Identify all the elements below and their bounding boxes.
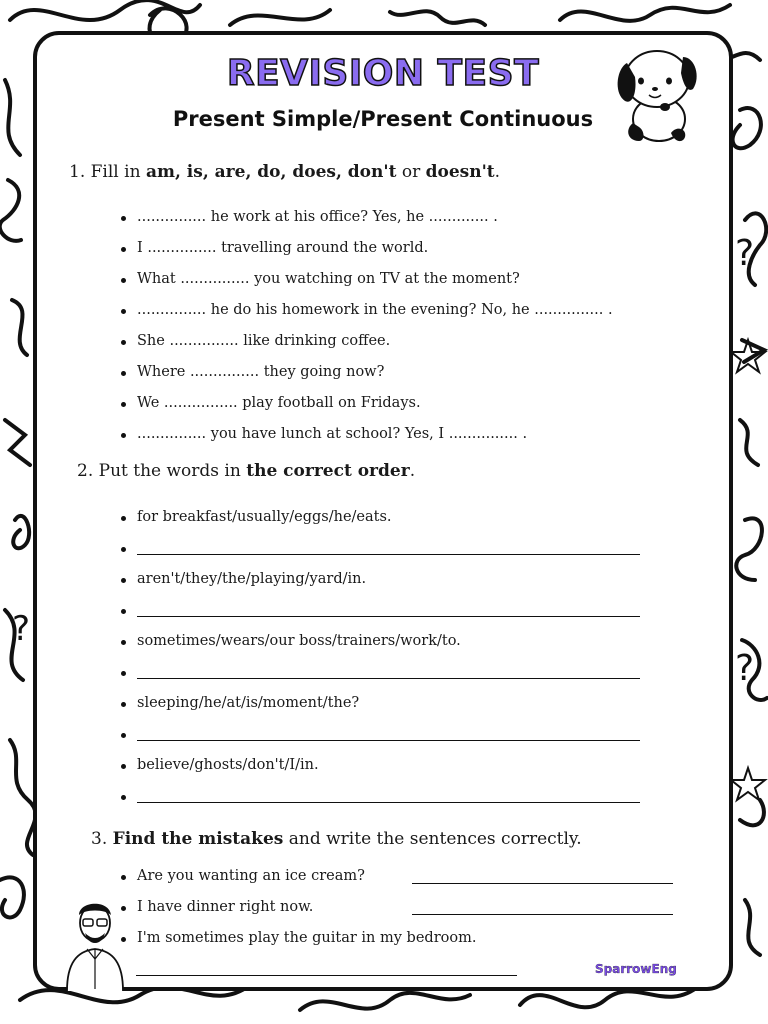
list-item: I have dinner right now. [137,892,476,923]
puppy-illustration-icon [611,41,705,145]
answer-line[interactable] [136,975,517,976]
list-item: Where ............... they going now? [137,357,613,388]
answer-line[interactable] [412,883,673,884]
list-item: believe/ghosts/don't/I/in. [137,750,461,781]
section-2-heading: 2. Put the words in the correct order. [77,461,416,481]
brand-logo: SparrowEng [595,962,677,976]
answer-line[interactable] [137,781,461,812]
svg-text:?: ? [735,233,755,274]
list-item: ............... you have lunch at school? Yes, I ............... . [137,419,613,450]
list-item: I'm sometimes play the guitar in my bedroom. [137,923,476,954]
list-item: What ............... you watching on TV at the moment? [137,264,613,295]
answer-line[interactable] [137,657,461,688]
worksheet-card [33,31,733,991]
list-item: sometimes/wears/our boss/trainers/work/to. [137,626,461,657]
page-subtitle: Present Simple/Present Continuous [172,107,594,131]
answer-line[interactable] [137,595,461,626]
list-item: for breakfast/usually/eggs/he/eats. [137,502,461,533]
list-item: Are you wanting an ice cream? [137,861,476,892]
section-3-list [137,861,476,954]
list-item: aren't/they/the/playing/yard/in. [137,564,461,595]
svg-text:?: ? [12,609,31,649]
list-item: We ................ play football on Fridays. [137,388,613,419]
answer-line[interactable] [137,719,461,750]
list-item: She ............... like drinking coffee. [137,326,613,357]
svg-text:?: ? [735,648,755,689]
section-2-list [137,502,461,812]
section-1-list [137,202,613,450]
list-item: I ............... travelling around the world. [137,233,613,264]
list-item: ............... he work at his office? Yes, he ............. . [137,202,613,233]
list-item: sleeping/he/at/is/moment/the? [137,688,461,719]
section-3-heading: 3. Find the mistakes and write the sentences correctly. [91,829,582,849]
answer-line[interactable] [412,914,673,915]
teacher-illustration-icon [59,893,131,991]
page-title: REVISION TEST [226,53,540,94]
section-1-heading: 1. Fill in am, is, are, do, does, don't or doesn't. [69,162,501,182]
list-item: ............... he do his homework in the evening? No, he ............... . [137,295,613,326]
answer-line[interactable] [137,533,461,564]
